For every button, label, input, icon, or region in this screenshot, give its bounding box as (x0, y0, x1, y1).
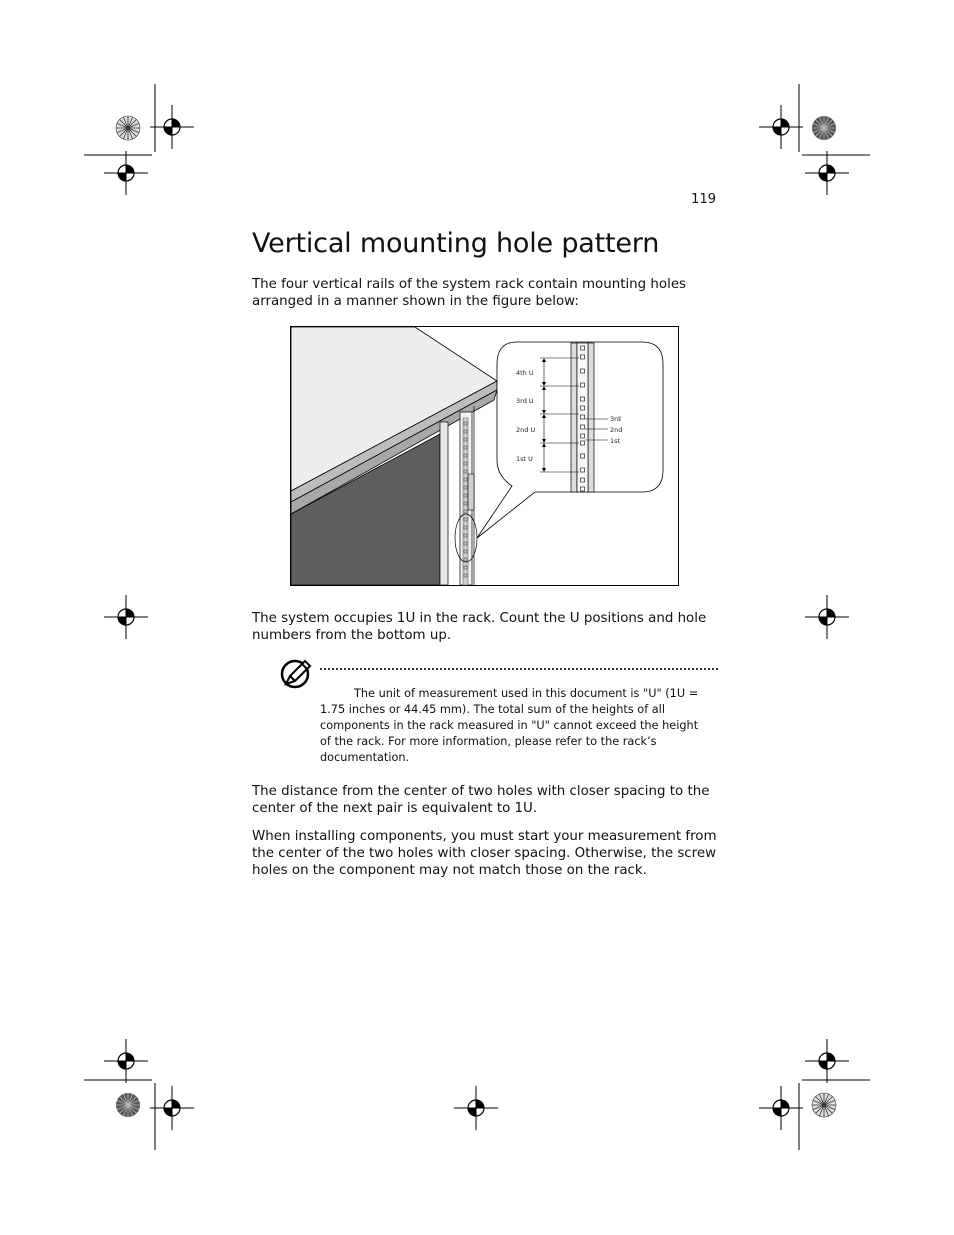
note-body: The unit of measurement used in this document is "U" (1U = 1.75 inches or 44.45 mm). The total sum of the heights of all components in the rack measured in "U" cannot exceed the height of the rack. For more information, please refer to the rack’s documentation. (320, 687, 699, 764)
note-pen-icon (279, 656, 313, 690)
note-text (320, 686, 712, 766)
u-label-4th: 4th U (516, 369, 534, 377)
hole-label-2nd: 2nd (610, 426, 623, 434)
page-number: 119 (691, 192, 716, 207)
u-label-2nd: 2nd U (516, 426, 536, 434)
installing-paragraph: When installing components, you must start your measurement from the center of the two holes with closer spacing. Otherwise, the screw holes on the component may not match those on the rack. (252, 829, 717, 878)
page-title: Vertical mounting hole pattern (252, 228, 660, 259)
note-divider (320, 668, 718, 670)
u-label-3rd: 3rd U (516, 397, 534, 405)
rack-mounting-hole-figure (290, 326, 679, 586)
intro-paragraph: The four vertical rails of the system rack contain mounting holes arranged in a manner shown in the figure below: (252, 277, 687, 309)
after-figure-paragraph: The system occupies 1U in the rack. Count the U positions and hole numbers from the bottom up. (252, 611, 707, 643)
hole-label-3rd: 3rd (610, 415, 621, 423)
hole-label-1st: 1st (610, 437, 621, 445)
u-label-1st: 1st U (516, 455, 533, 463)
distance-paragraph: The distance from the center of two holes with closer spacing to the center of the next pair is equivalent to 1U. (252, 784, 710, 816)
